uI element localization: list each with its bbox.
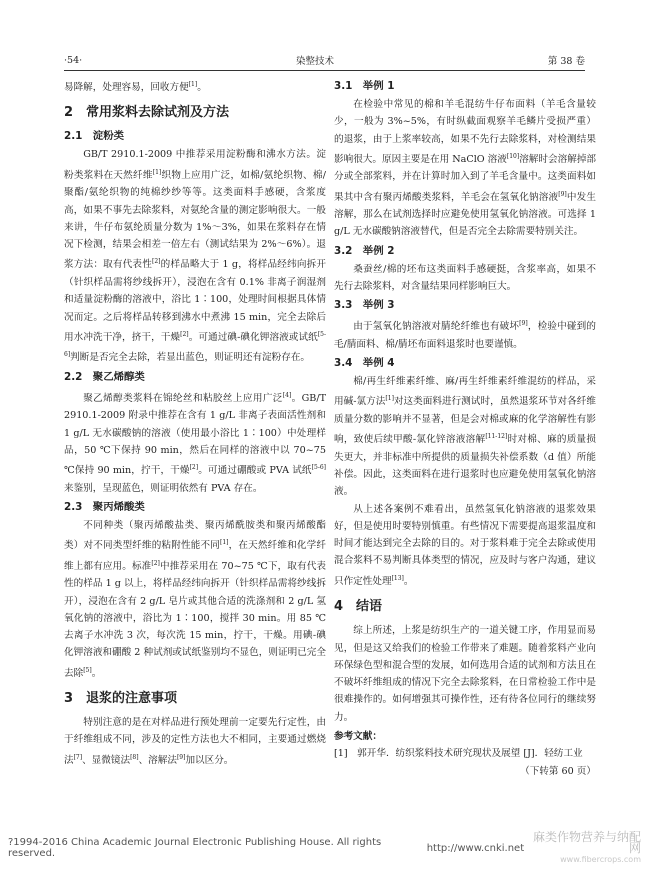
header-divider <box>64 70 585 71</box>
section-3-2-paragraph: 桑蚕丝/棉的坯布这类面料手感硬挺，含浆率高，如果不先行去除浆料，对含量结果同样影响巨大。 <box>334 263 596 293</box>
left-column <box>64 76 326 769</box>
section-2-2-paragraph: 聚乙烯醇类浆料在锦纶丝和粘胶丝上应用广泛[4]。GB/T 2910.1-2009 附录中推荐在含有 1 g/L 非离子表面活性剂和 1 g/L 无水碳酸钠的溶液（使用最小浴比 1∶100）中处理样品，50 ℃下保持 90 min，然后在同样的溶液中以 70~75 ℃保持 90 min，拧干，干燥[2]。可通过硼酸或 PVA 试纸[5-6]来鉴别，呈现蓝色，则证明依然有 PVA 存在。 <box>64 391 326 494</box>
section-2-3-paragraph: 不同种类（聚丙烯酸盐类、聚丙烯酰胺类和聚丙烯酸酯类）对不同类型纤维的粘附性能不同[1]，在天然纤维和化学纤维上都有应用。标准[2]中推荐采用在 70~75 ℃下，取有代表性的样品 1 g 以上，将样品经纬向拆开（针织样品需将纱线拆开），浸泡在含有 2 g/L 皂片或其他合适的洗涤剂和 2 g/L 氢氧化钠的溶液中，浴比为 1∶100，搅拌 30 min。用 85 ℃去离子水冲洗 3 次，每次洗 15 min，拧干，干燥。用碘-碘化钾溶液和硼酸 2 种试剂或试纸鉴别均不显色，则证明已完全去除[5]。 <box>64 519 326 679</box>
section-3-1-title: 3.1 举例 1 <box>334 80 395 92</box>
section-3-2-title: 3.2 举例 2 <box>334 244 395 257</box>
volume-label: 第 38 卷 <box>547 56 585 67</box>
references-title: 参考文献： <box>334 731 382 743</box>
section-2-3-title: 2.3 聚丙烯酸类 <box>64 500 145 513</box>
intro-tail: 易降解，处理容易，回收方便[1]。 <box>64 81 207 94</box>
cnki-url[interactable]: http://www.cnki.net <box>426 842 525 854</box>
page-number: ·54· <box>64 54 83 66</box>
page-header <box>64 52 585 68</box>
page-footer <box>8 829 641 864</box>
copyright-text: ?1994-2016 China Academic Journal Electronic Publishing House. All rights reserved. <box>8 837 382 859</box>
continued-note: （下转第 60 页） <box>520 765 596 777</box>
section-2-1-title: 2.1 淀粉类 <box>64 130 124 143</box>
section-3-1-paragraph: 在检验中常见的棉和羊毛混纺牛仔布面料（羊毛含量较少，一般为 3%~5%，有时纵截面观察羊毛鳞片受损严重）的退浆，由于上浆率较高，如果不先行去除浆料，对检测结果影响很大。原因主要是在用 NaClO 溶液[10]溶解时会溶解掉部分或全部浆料，并在计算时加入到了羊毛含量中。这类面料如果其中含有聚丙烯酸类浆料，羊毛会在氢氧化钠溶液[9]中发生溶解，那么在试剂选择时应避免使用氢氧化钠溶液。可选择 1 g/L 无水碳酸钠溶液替代，但是否完全去除需要特别关注。 <box>334 99 596 238</box>
section-3-4-paragraph: 棉/再生纤维素纤维、麻/再生纤维素纤维混纺的样品，采用碱-氯方法[1]对这类面料进行测试时，虽然退浆环节对各纤维质量分数的影响并不显著，但是会对棉或麻的化学溶解性有影响，致使后续甲酸-氯化锌溶液溶解[11-12]时对棉、麻的质量损失更大，并非标准中所提供的质量损失补偿系数（d 值）所能补偿。因此，这类面料在进行退浆时也应避免使用氢氧化钠溶液。 <box>334 376 597 498</box>
section-3-paragraph: 特别注意的是在对样品进行预处理前一定要先行定性，由于纤维组成不同，涉及的定性方法也大不相同，主要通过燃烧法[7]、显微镜法[8]、溶解法[9]加以区分。 <box>64 717 326 766</box>
section-3-title: 3 退浆的注意事项 <box>64 691 178 707</box>
section-3-4-summary-paragraph: 从上述各案例不难看出，虽然氢氧化钠溶液的退浆效果好，但是使用时要特别慎重。有些情况下需要提高退浆温度和时间才能达到完全去除的目的。对于浆料难于完全去除或使用混合浆料不易判断具体类型的情况，应及时与客户沟通，建议只作定性处理[13]。 <box>334 503 596 587</box>
section-2-1-paragraph: GB/T 2910.1-2009 中推荐采用淀粉酶和沸水方法。淀粉类浆料在天然纤维[1]织物上应用广泛，如棉/氨纶织物、棉/聚酯/氨纶织物的纯棉纱纱等等。这类面料手感硬，含浆度高，如果不事先去除浆料，对氨纶含量的测定影响很大。一般来讲，牛仔布氨纶质量分数为 1%～3%，如果在浆料存在情况下检测，结果会相差一倍左右（测试结果为 2%～6%）。退浆方法：取有代表性[2]的样品略大于 1 g，将样品经纬向拆开（针织样品需将纱线拆开），浸泡在含有 0.1% 非离子润湿剂和适量淀粉酶的溶液中，浴比 1∶100，处理时间根据具体情况而定。之后将样品转移到沸水中煮沸 15 min，完全去除后用水冲洗干净，挤干，干燥[2]。可通过碘-碘化钾溶液或试纸[5-6]判断是否完全去除，若显出蓝色，则证明还有淀粉存在。 <box>64 149 327 364</box>
section-2-2-title: 2.2 聚乙烯醇类 <box>64 370 145 383</box>
section-4-title: 4 结语 <box>334 599 383 615</box>
section-4-paragraph: 综上所述，上浆是纺织生产的一道关键工序，作用显而易见，但是这又给我们的检验工作带来了难题。随着浆料产业向环保绿色型和混合型的发展，如何选用合适的试剂和方法且在不破坏纤维组成的情况下完全去除浆料，在日常检验工作中是很难操作的。如何增强其可操作性，还有待各位同行的继续努力。 <box>334 625 596 723</box>
section-3-3-paragraph: 由于氢氧化钠溶液对腈纶纤维也有破坏[9]，检验中碰到的毛/腈面料、棉/腈坯布面料退浆时也要谨慎。 <box>334 320 597 350</box>
reference-item: [1] 郭开华．纺织浆料技术研究现状及展望 [J]．轻纺工业 <box>334 748 583 760</box>
right-column <box>334 76 596 780</box>
section-3-3-title: 3.3 举例 3 <box>334 299 395 312</box>
watermark-logo: 麻类作物营养与纳配网 www.fibercrops.com <box>532 829 641 864</box>
journal-name: 染整技术 <box>295 56 334 67</box>
section-2-title: 2 常用浆料去除试剂及方法 <box>64 105 230 121</box>
section-3-4-title: 3.4 举例 4 <box>334 357 395 370</box>
